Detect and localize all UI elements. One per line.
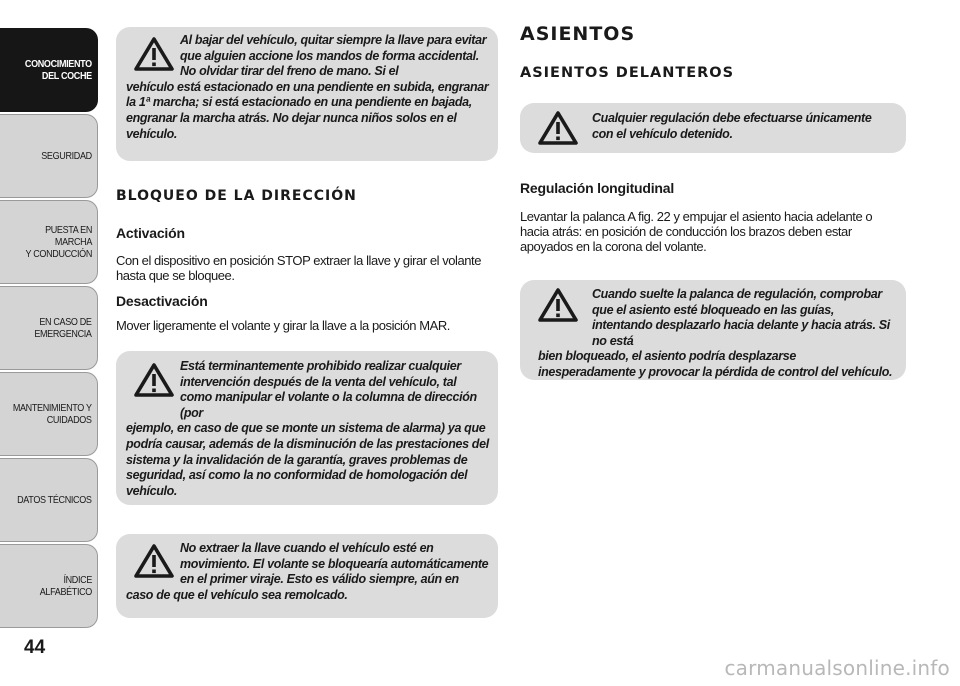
warning-text-lead: Está terminantemente prohibido realizar cualquier intervención después de la venta del vehículo, tal como manipular el volante o la columna de dirección (por xyxy=(180,359,477,420)
warning-box-adjust-stopped xyxy=(520,103,906,153)
warning-box-key-removal xyxy=(116,534,498,618)
tab-datos-tecnicos[interactable]: DATOS TÉCNICOS xyxy=(0,458,98,542)
warning-text-rest: bien bloqueado, el asiento podría desplazarse inesperadamente y provocar la pérdida de control del vehículo. xyxy=(538,349,893,379)
deactivation-title: Desactivación xyxy=(116,293,208,309)
activation-title: Activación xyxy=(116,225,185,241)
site-watermark: carmanualsonline.info xyxy=(724,656,950,680)
warning-text-lead: Cualquier regulación debe efectuarse únicamente con el vehículo detenido. xyxy=(592,111,872,141)
warning-box-seat-locked xyxy=(520,280,906,380)
longitudinal-adjustment-text: Levantar la palanca A fig. 22 y empujar el asiento hacia adelante o hacia atrás: en posición de conducción los brazos deben estar apoyados en la corona del volante. xyxy=(520,209,873,254)
tab-indice-alfabetico[interactable]: ÍNDICE ALFABÉTICO xyxy=(0,544,98,628)
warning-text-lead: Al bajar del vehículo, quitar siempre la llave para evitar que alguien accione los mandos de forma accidental. No olvidar tirar del freno de mano. Si el xyxy=(180,33,487,79)
subsection-title-front-seats: ASIENTOS DELANTEROS xyxy=(520,65,735,81)
tab-puesta-en-marcha[interactable]: PUESTA EN MARCHA Y CONDUCCIÓN xyxy=(0,200,98,284)
tab-conocimiento-del-coche[interactable]: CONOCIMIENTO DEL COCHE xyxy=(0,28,98,112)
tab-en-caso-de-emergencia[interactable]: EN CASO DE EMERGENCIA xyxy=(0,286,98,370)
longitudinal-adjustment-title: Regulación longitudinal xyxy=(520,180,675,196)
tab-mantenimiento[interactable]: MANTENIMIENTO Y CUIDADOS xyxy=(0,372,98,456)
page-number: 44 xyxy=(24,637,46,658)
section-title-seats: ASIENTOS xyxy=(520,23,636,45)
warning-box-no-modifications xyxy=(116,351,498,505)
warning-box-exit-vehicle xyxy=(116,27,498,161)
warning-text-lead: No extraer la llave cuando el vehículo esté en movimiento. El volante se bloquearía automáticamente en el primer viraje. Esto es válido siempre, aún en xyxy=(180,541,489,587)
tab-seguridad[interactable]: SEGURIDAD xyxy=(0,114,98,198)
deactivation-text: Mover ligeramente el volante y girar la llave a la posición MAR. xyxy=(116,318,450,333)
warning-text-rest: vehículo está estacionado en una pendiente en subida, engranar la 1ª marcha; si está estacionado en una pendiente en bajada, engranar la marcha atrás. No dejar nunca niños solos en el vehículo. xyxy=(126,79,489,141)
activation-text: Con el dispositivo en posición STOP extraer la llave y girar el volante hasta que se bloquee. xyxy=(116,253,481,283)
section-title-steering-lock: BLOQUEO DE LA DIRECCIÓN xyxy=(116,188,357,204)
warning-text-rest: caso de que el vehículo sea remolcado. xyxy=(126,587,348,602)
warning-text-rest: ejemplo, en caso de que se monte un sistema de alarma) ya que podría causar, además de la disminución de las prestaciones del sistema y la invalidación de la garantía, graves problemas de seguridad, así como la no conformidad de homologación del vehículo. xyxy=(126,421,489,498)
warning-text-lead: Cuando suelte la palanca de regulación, comprobar que el asiento esté bloqueado en las guías, intentando desplazarlo hacia delante y hacia atrás. Si no está xyxy=(592,287,890,348)
chapter-tabs xyxy=(0,28,100,634)
